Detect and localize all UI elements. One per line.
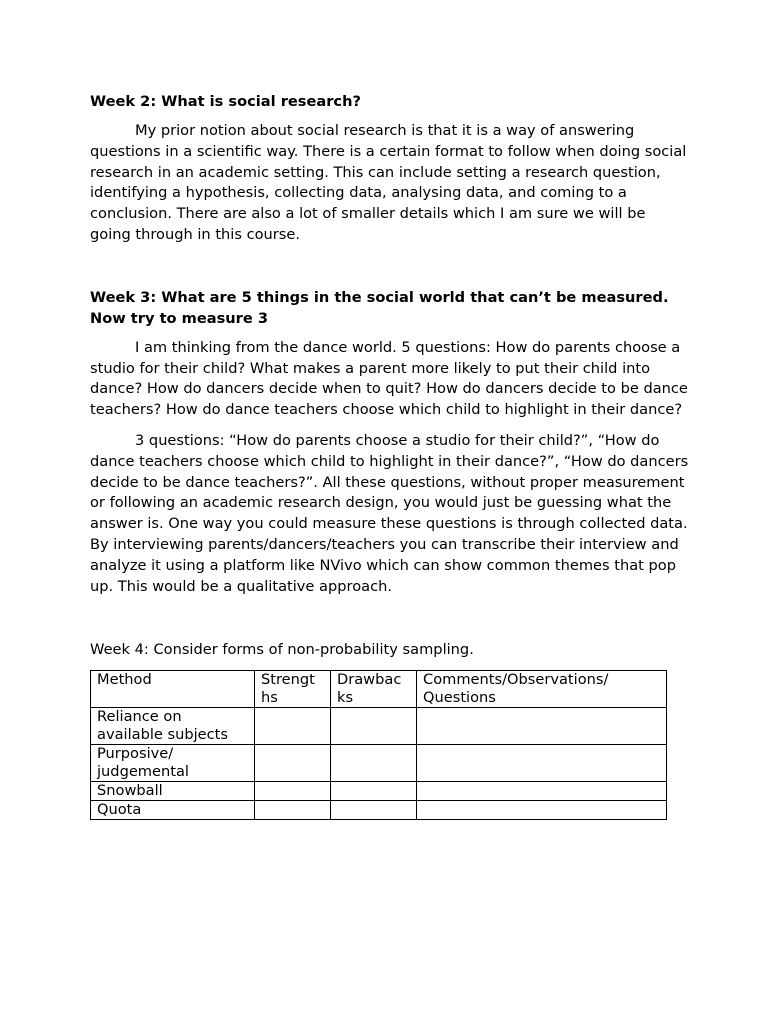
- table-cell[interactable]: [255, 801, 331, 820]
- table-cell[interactable]: [255, 708, 331, 745]
- document-page: [90, 90, 690, 820]
- table-cell[interactable]: [417, 708, 667, 745]
- table-cell[interactable]: [417, 801, 667, 820]
- table-cell[interactable]: [417, 782, 667, 801]
- table-cell[interactable]: [331, 801, 417, 820]
- table-header-cell: Comments/Observations/ Questions: [417, 671, 667, 708]
- table-row: [91, 801, 667, 820]
- week2-paragraph: My prior notion about social research is that it is a way of answering questions in a scientific way. There is a certain format to follow when doing social research in an academic setting. This can include setting a research question, identifying a hypothesis, collecting data, analysing data, and coming to a conclusion. There are also a lot of smaller details which I am sure we will be going through in this course.: [90, 122, 687, 243]
- table-header-cell: Strengt hs: [255, 671, 331, 708]
- table-row: [91, 708, 667, 745]
- week3-paragraph-2: 3 questions: “How do parents choose a studio for their child?”, “How do dance teachers choose which child to highlight in their dance?”, “How do dancers decide to be dance teachers?”. All these questions, without proper measurement or following an academic research design, you would just be guessing what the answer is. One way you could measure these questions is through collected data. By interviewing parents/dancers/teachers you can transcribe their interview and analyze it using a platform like NVivo which can show common themes that pop up. This would be a qualitative approach.: [90, 431, 689, 595]
- week3-heading: Week 3: What are 5 things in the social world that can’t be measured. Now try to measure 3: [90, 288, 669, 327]
- table-row: [91, 745, 667, 782]
- table-cell[interactable]: [255, 745, 331, 782]
- table-header-row: [91, 671, 667, 708]
- table-cell[interactable]: Snowball: [91, 782, 255, 801]
- week4-heading: Week 4: Consider forms of non-probability sampling.: [90, 641, 474, 659]
- table-header-cell: Method: [91, 671, 255, 708]
- sampling-methods-table: [90, 670, 667, 820]
- table-cell[interactable]: Quota: [91, 801, 255, 820]
- table-row: [91, 782, 667, 801]
- table-cell[interactable]: Reliance on available subjects: [91, 708, 255, 745]
- week3-paragraph-1: I am thinking from the dance world. 5 questions: How do parents choose a studio for their child? What makes a parent more likely to put their child into dance? How do dancers decide when to quit? How do dancers decide to be dance teachers? How do dance teachers choose which child to highlight in their dance?: [90, 338, 688, 419]
- table-cell[interactable]: Purposive/ judgemental: [91, 745, 255, 782]
- table-cell[interactable]: [417, 745, 667, 782]
- table-cell[interactable]: [331, 708, 417, 745]
- table-header-cell: Drawbac ks: [331, 671, 417, 708]
- table-cell[interactable]: [331, 745, 417, 782]
- week2-heading: Week 2: What is social research?: [90, 93, 361, 110]
- table-cell[interactable]: [255, 782, 331, 801]
- table-cell[interactable]: [331, 782, 417, 801]
